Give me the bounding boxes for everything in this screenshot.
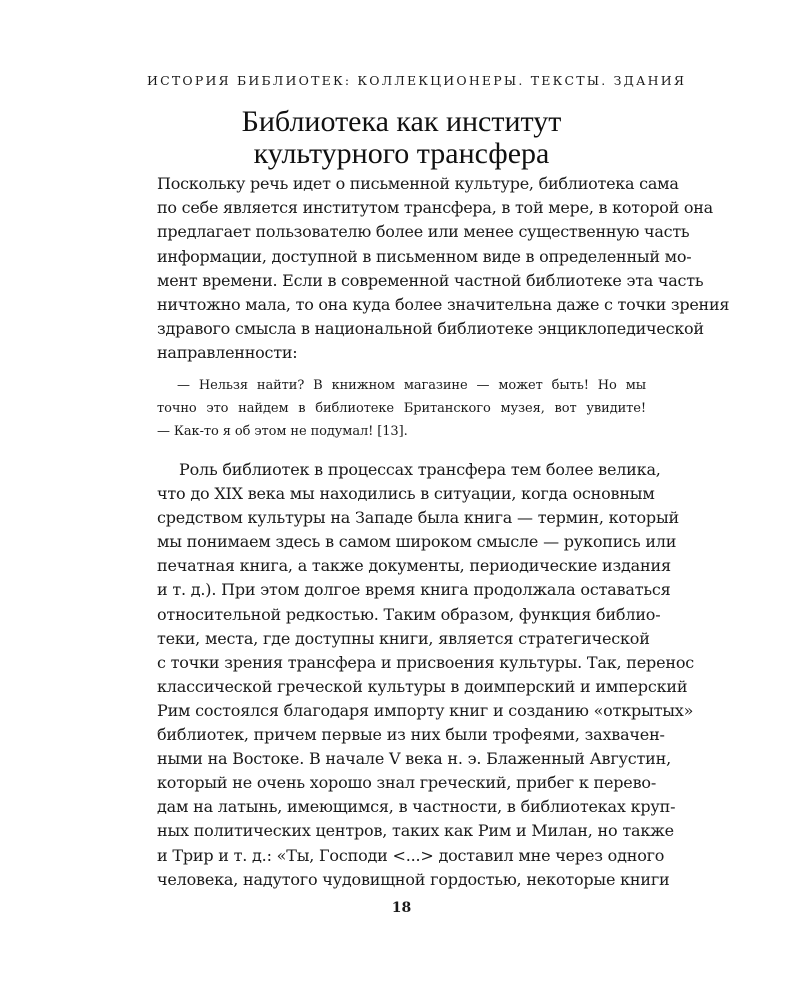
text-line: библиотек, причем первые из них были трофеями, захвачен-: [157, 725, 665, 745]
text-line: теки, места, где доступны книги, является стратегической: [157, 628, 650, 648]
text-line: информации, доступной в письменном виде в определенный мо-: [157, 246, 692, 266]
book-page: [147, 0, 730, 1000]
quote-line: точно это найдем в библиотеке Британского музея, вот увидите!: [157, 401, 646, 416]
text-line: и Трир и т. д.: «Ты, Господи <...> доставил мне через одного: [157, 845, 665, 865]
text-line: печатная книга, а также документы, периодические издания: [157, 556, 671, 576]
page-number: 18: [391, 900, 412, 916]
text-line: Рим состоялся благодаря импорту книг и созданию «открытых»: [157, 700, 694, 720]
quote-line: — Как-то я об этом не подумал! [13].: [157, 424, 408, 439]
intro-paragraph: [157, 172, 730, 366]
text-line: предлагает пользователю более или менее существенную часть: [157, 222, 690, 242]
section-title-line: культурного трансфера: [253, 137, 550, 170]
text-line: Роль библиотек в процессах трансфера тем более велика,: [179, 460, 661, 479]
text-line: ничтожно мала, то она куда более значительна даже с точки зрения: [157, 295, 730, 315]
quote-line: — Нельзя найти? В книжном магазине — может быть! Но мы: [177, 378, 646, 393]
body-paragraph: [157, 458, 695, 892]
section-title-line: Библиотека как институт: [241, 105, 562, 138]
text-line: Поскольку речь идет о письменной культуре, библиотека сама: [157, 174, 679, 193]
text-line: человека, надутого чудовищной гордостью, некоторые книги: [157, 869, 670, 889]
text-line: по себе является институтом трансфера, в той мере, в которой она: [157, 198, 713, 218]
block-quote: [157, 374, 646, 443]
text-line: мы понимаем здесь в самом широком смысле — рукопись или: [157, 532, 677, 552]
text-line: и т. д.). При этом долгое время книга продолжала оставаться: [157, 580, 671, 600]
running-head: ИСТОРИЯ БИБЛИОТЕК: КОЛЛЕКЦИОНЕРЫ. ТЕКСТЫ. ЗДАНИЯ: [147, 73, 687, 88]
section-title: [157, 106, 646, 170]
text-line: ными на Востоке. В начале V века н. э. Блаженный Августин,: [157, 749, 671, 769]
text-line: который не очень хорошо знал греческий, прибег к перево-: [157, 773, 657, 793]
text-line: относительной редкостью. Таким образом, функция библио-: [157, 604, 661, 624]
text-line: здравого смысла в национальной библиотеке энциклопедической: [157, 319, 704, 339]
text-line: что до XIX века мы находились в ситуации, когда основным: [157, 484, 655, 504]
text-line: классической греческой культуры в доимперский и имперский: [157, 676, 688, 696]
text-line: средством культуры на Западе была книга — термин, который: [157, 508, 679, 528]
text-line: с точки зрения трансфера и присвоения культуры. Так, перенос: [157, 652, 695, 672]
text-line: дам на латынь, имеющимся, в частности, в библиотеках круп-: [157, 797, 676, 817]
text-line: ных политических центров, таких как Рим и Милан, но также: [157, 821, 674, 841]
text-line: направленности:: [157, 343, 298, 363]
text-line: мент времени. Если в современной частной библиотеке эта часть: [157, 270, 704, 290]
